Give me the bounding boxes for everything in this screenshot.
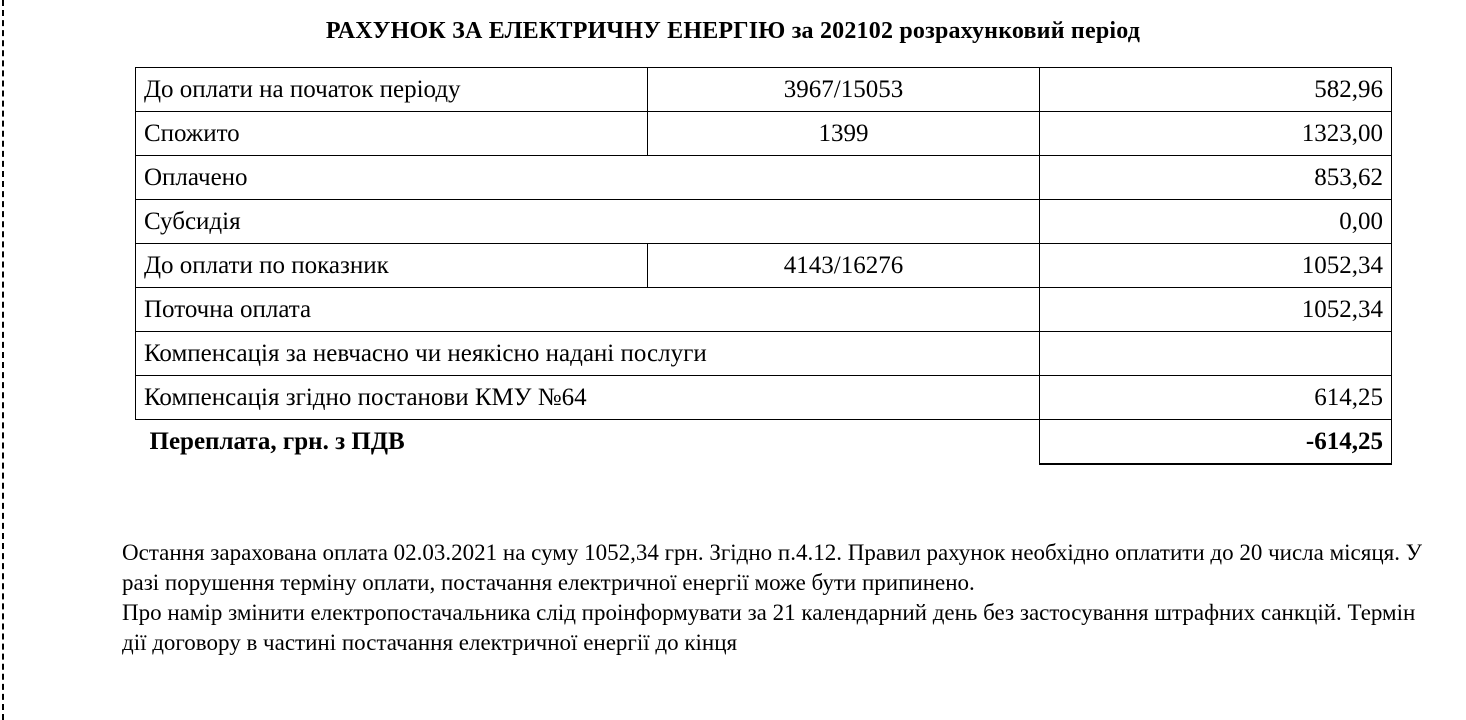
row-amount: 1052,34 — [1040, 288, 1392, 332]
row-label: Компенсація згідно постанови КМУ №64 — [136, 376, 1040, 420]
row-label: Поточна оплата — [136, 288, 1040, 332]
total-label: Переплата, грн. з ПДВ — [149, 428, 405, 455]
row-label: Компенсація за невчасно чи неякісно надані послуги — [136, 332, 1040, 376]
meter-reading: 1399 — [648, 112, 1040, 156]
row-amount: 614,25 — [1040, 376, 1392, 420]
meter-reading: 3967/15053 — [648, 68, 1040, 112]
payment-note: Остання зарахована оплата 02.03.2021 на суму 1052,34 грн. Згідно п.4.12. Правил рахунок необхідно оплатити до 20 числа місяця. У разі порушення терміну оплати, постачання електричної енергії може бути припинено. — [122, 540, 1423, 595]
table-row-due-by-reading — [136, 244, 1392, 288]
row-amount: 1323,00 — [1040, 112, 1392, 156]
row-amount: 853,62 — [1040, 156, 1392, 200]
cut-line-divider — [2, 0, 4, 720]
table-row-consumed — [136, 112, 1392, 156]
row-amount: 1052,34 — [1040, 244, 1392, 288]
table-row-compensation-service — [136, 332, 1392, 376]
bill-title: РАХУНОК ЗА ЕЛЕКТРИЧНУ ЕНЕРГІЮ за 202102 розрахунковий період — [325, 18, 1141, 44]
row-amount — [1040, 332, 1392, 376]
row-label: Субсидія — [136, 200, 1040, 244]
table-row-compensation-kmu — [136, 376, 1392, 420]
row-label: До оплати на початок періоду — [136, 68, 648, 112]
row-label: До оплати по показник — [136, 244, 648, 288]
table-row-current-payment — [136, 288, 1392, 332]
table-row-opening-balance — [136, 68, 1392, 112]
bill-notes — [122, 538, 1442, 658]
table-row-total-overpayment — [136, 420, 1392, 465]
row-label: Спожито — [136, 112, 648, 156]
row-amount: 582,96 — [1040, 68, 1392, 112]
row-amount: 0,00 — [1040, 200, 1392, 244]
supplier-change-note: Про намір змінити електропостачальника слід проінформувати за 21 календарний день без застосування штрафних санкцій. Термін дії договору в частині постачання електричної енергії до кінця — [122, 600, 1416, 655]
row-label: Оплачено — [136, 156, 1040, 200]
table-row-paid — [136, 156, 1392, 200]
total-amount: -614,25 — [1040, 420, 1392, 465]
table-row-subsidy — [136, 200, 1392, 244]
bill-table — [135, 67, 1392, 465]
meter-reading: 4143/16276 — [648, 244, 1040, 288]
